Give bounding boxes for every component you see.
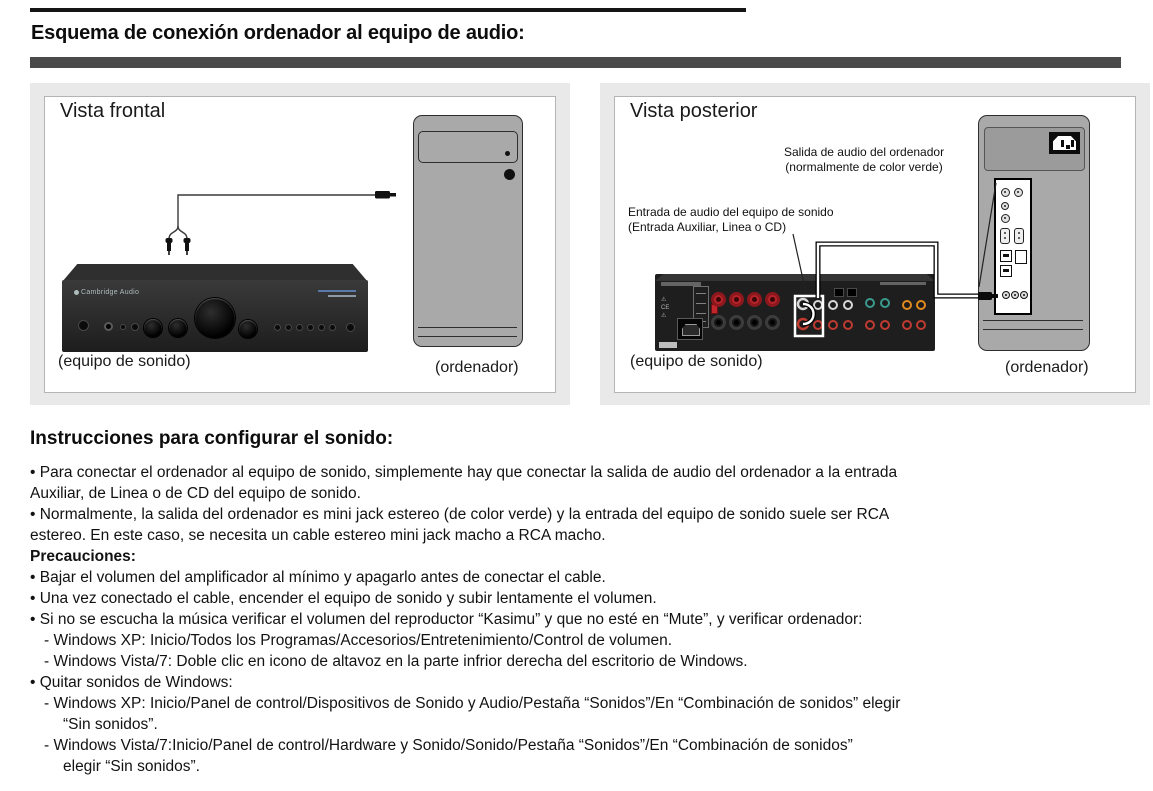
instruction-line: estereo. En este caso, se necesita un cable estereo mini jack macho a RCA macho.: [30, 527, 606, 544]
line-in-jack-icon: [1011, 291, 1019, 299]
rca-jack-icon: [880, 320, 890, 330]
rca-jack-icon: [916, 320, 926, 330]
digital-port-icon: [834, 288, 844, 297]
front-panel-title: Vista frontal: [60, 100, 166, 122]
source-button: [307, 324, 314, 331]
speaker-post-icon: [711, 315, 726, 330]
instruction-line: • Normalmente, la salida del ordenador es mini jack estereo (de color verde) y la entrada del equipo de sonido suele ser RCA: [30, 506, 890, 523]
rca-jack-icon: [843, 300, 853, 310]
instruction-line: - Windows Vista/7:Inicio/Panel de control/Hardware y Sonido/Sonido/Pestaña “Sonidos”/En “Combinación de sonidos”: [44, 737, 853, 754]
amplifier-front: [62, 264, 368, 352]
callout-audio-input: Entrada de audio del equipo de sonido (Entrada Auxiliar, Linea o CD): [628, 205, 834, 234]
source-button: [318, 324, 325, 331]
rca-jack-icon: [880, 298, 890, 308]
front-input-dot: [120, 324, 126, 330]
header-bar: [30, 57, 1121, 68]
equipment-label: (equipo de sonido): [58, 353, 191, 370]
instruction-subheading: Precauciones:: [30, 548, 136, 565]
brand-logo-icon: [74, 290, 79, 295]
rca-jack-icon: [865, 320, 875, 330]
speaker-post-icon: [747, 292, 762, 307]
lan-port-icon: [1015, 250, 1027, 264]
speaker-post-icon: [729, 315, 744, 330]
rear-view-panel: [600, 83, 1150, 405]
instruction-line: • Quitar sonidos de Windows:: [30, 674, 233, 691]
amplifier-rear: [655, 274, 935, 351]
instruction-line: Auxiliar, de Linea o de CD del equipo de sonido.: [30, 485, 361, 502]
digital-port-icon: [847, 288, 857, 297]
amp-top-edge: [655, 274, 935, 281]
instruction-line: - Windows XP: Inicio/Panel de control/Dispositivos de Sonido y Audio/Pestaña “Sonidos”/En “Combinación de sonidos” elegir: [44, 695, 901, 712]
source-button: [285, 324, 292, 331]
source-button: [274, 324, 281, 331]
instructions-heading: Instrucciones para configurar el sonido:: [30, 428, 394, 449]
speaker-post-icon: [729, 292, 744, 307]
page-title: Esquema de conexión ordenador al equipo de audio:: [31, 22, 525, 44]
rca-jack-icon: [828, 320, 838, 330]
speaker-post-icon: [747, 315, 762, 330]
front-view-panel: [30, 83, 570, 405]
mic-jack-icon: [1020, 291, 1028, 299]
equipment-label: (equipo de sonido): [630, 353, 763, 370]
serial-port-icon: [1014, 228, 1024, 244]
iec-power-socket-icon: [1049, 132, 1080, 154]
usb-port-icon: [1000, 250, 1012, 262]
instructions-section: [30, 428, 1130, 777]
ps2-port-icon: [1014, 188, 1023, 197]
power-button: [504, 169, 515, 180]
computer-label: (ordenador): [1005, 359, 1089, 376]
instruction-line: “Sin sonidos”.: [63, 716, 158, 733]
rca-jack-icon: [843, 320, 853, 330]
barcode-label: [659, 342, 677, 348]
rca-jack-icon: [865, 298, 875, 308]
model-text-mark: [328, 295, 356, 297]
computer-label: (ordenador): [435, 359, 519, 376]
amp-brand: Cambridge Audio: [74, 289, 139, 296]
warning-symbols: ⚠ CE ⚠: [661, 297, 670, 319]
vga-port-icon: [1000, 228, 1010, 244]
model-text-mark: [318, 290, 356, 292]
instruction-line: • Si no se escucha la música verificar el volumen del reproductor “Kasimu” y que no esté en “Mute”, y verificar ordenador:: [30, 611, 863, 628]
source-button: [346, 323, 355, 332]
rca-jack-icon: [813, 320, 823, 330]
instruction-line: • Para conectar el ordenador al equipo de sonido, simplemente hay que conectar la salida de audio del ordenador a la entrada: [30, 464, 898, 481]
cd-drive-bay: [418, 131, 518, 163]
instruction-line: elegir “Sin sonidos”.: [63, 758, 200, 775]
computer-tower-rear: [978, 115, 1090, 351]
vent-line: [983, 320, 1083, 321]
speaker-post-icon: [711, 292, 726, 307]
instruction-line: - Windows Vista/7: Doble clic en icono de altavoz en la parte infrior derecha del escritorio de Windows.: [44, 653, 748, 670]
rca-jack-icon: [828, 300, 838, 310]
rca-jack-icon: [902, 320, 912, 330]
instruction-line: - Windows XP: Inicio/Todos los Programas/Accesorios/Entretenimiento/Control de volumen.: [44, 632, 673, 649]
bass-knob: [144, 319, 162, 337]
line-out-jack-icon: [1002, 291, 1010, 299]
round-port-icon: [1001, 202, 1009, 210]
rear-panel-title: Vista posterior: [630, 100, 758, 122]
rca-jack-icon: [902, 300, 912, 310]
amp-model-mark: [880, 282, 926, 285]
front-input-dot: [131, 323, 139, 331]
amp-power-button: [78, 320, 89, 331]
source-button: [296, 324, 303, 331]
rca-jack-icon: [916, 300, 926, 310]
amp-power-inlet-icon: [677, 318, 703, 340]
rca-jack-icon: [813, 300, 823, 310]
speaker-post-icon: [765, 315, 780, 330]
vent-line: [418, 327, 517, 328]
io-panel: [994, 178, 1032, 315]
amp-front-face: [62, 280, 368, 352]
headphone-jack-icon: [104, 322, 113, 331]
vent-line: [418, 336, 517, 337]
psu-area: [984, 127, 1085, 171]
instruction-line: • Bajar el volumen del amplificador al mínimo y apagarlo antes de conectar el cable.: [30, 569, 606, 586]
usb-port-icon: [1000, 265, 1012, 277]
eject-button: [505, 151, 510, 156]
speaker-post-icon: [765, 292, 780, 307]
computer-tower-front: [413, 115, 523, 347]
vent-line: [983, 329, 1083, 330]
ps2-port-icon: [1001, 188, 1010, 197]
source-button: [329, 324, 336, 331]
instruction-line: • Una vez conectado el cable, encender el equipo de sonido y subir lentamente el volumen.: [30, 590, 657, 607]
top-rule: [30, 8, 746, 12]
volume-knob: [195, 298, 235, 338]
treble-knob: [169, 319, 187, 337]
round-port-icon: [1001, 214, 1010, 223]
callout-audio-output: Salida de audio del ordenador (normalmente de color verde): [783, 145, 945, 174]
balance-knob: [239, 320, 257, 338]
